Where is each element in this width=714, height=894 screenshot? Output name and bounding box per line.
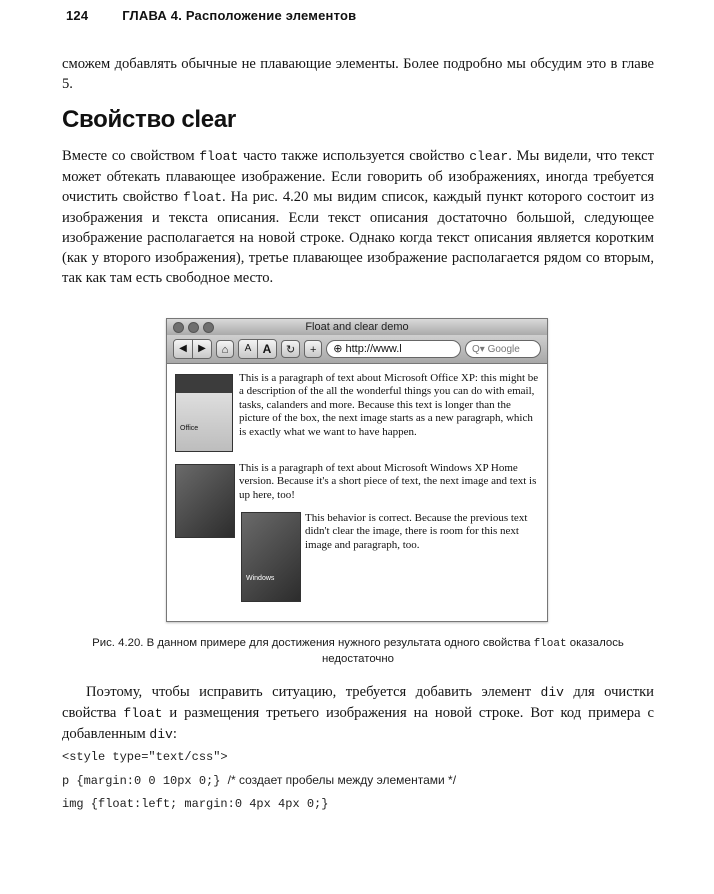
- browser-toolbar: [167, 335, 547, 364]
- main-paragraph: [62, 146, 654, 288]
- text-run: . На рис. 4.20 мы видим список, каждый пункт которого состоит из изображения и текста описания. Если текст описания достаточно большой, следующее изображение располагается на новой строке. Однако когда текст описания является коротким (как у второго изображения), третье плавающее изображение располагается рядом со вторым, так как там есть свободное место.: [62, 189, 654, 286]
- code-line: [62, 769, 456, 793]
- window-titlebar: [167, 319, 547, 335]
- search-field[interactable]: [465, 340, 541, 358]
- text-run: часто также используется свойство: [238, 148, 470, 164]
- text-run: Вместе со свойством: [62, 148, 200, 164]
- text-run: :: [172, 726, 177, 742]
- back-icon[interactable]: ◀: [174, 340, 192, 358]
- chapter-title: ГЛАВА 4. Расположение элементов: [122, 8, 357, 23]
- inline-code: div: [149, 727, 173, 742]
- image-label: Office: [180, 424, 199, 432]
- add-bookmark-icon[interactable]: +: [304, 340, 322, 358]
- inline-code: float: [183, 190, 223, 205]
- window-title: Float and clear demo: [305, 321, 409, 333]
- text-run: . Мы видели, что текст может обтекать плавающее изображение. Если говорить об изображениях, иногда требуется очистить свойство: [62, 148, 654, 205]
- text-run: для очистки свойства: [62, 684, 654, 721]
- after-paragraph: [62, 682, 654, 745]
- text-run: и размещения третьего изображения на новой строке. Вот код примера с добавленным: [62, 705, 655, 742]
- inline-code: float: [123, 706, 163, 721]
- section-title: Свойство clear: [62, 106, 236, 133]
- image-label: Windows: [246, 574, 275, 582]
- code-listing: [62, 746, 456, 816]
- text-run: Поэтому, чтобы исправить ситуацию, требуется добавить элемент: [86, 684, 541, 700]
- inline-code: clear: [469, 149, 509, 164]
- running-head: [66, 8, 356, 23]
- page-number: 124: [66, 8, 89, 23]
- close-icon[interactable]: [173, 322, 184, 333]
- demo-paragraph-1: This is a paragraph of text about Microsoft Office XP: this might be a description of the all the wonderful things you can do with email, tasks, calanders and more. Because this text is longer than the picture of the box, the next image starts as a new paragraph, which is exactly what we want to have happen.: [239, 372, 539, 438]
- nav-buttons: [173, 339, 212, 359]
- inline-code: div: [540, 685, 564, 700]
- text-larger-button[interactable]: A: [257, 340, 276, 358]
- windows-box-image-1: [175, 464, 235, 538]
- office-box-image: [175, 374, 233, 452]
- figure-browser-window: [166, 318, 548, 622]
- zoom-icon[interactable]: [203, 322, 214, 333]
- minimize-icon[interactable]: [188, 322, 199, 333]
- globe-icon: ⊕: [333, 343, 346, 355]
- page-viewport: [167, 364, 547, 614]
- home-icon[interactable]: ⌂: [216, 340, 234, 358]
- demo-paragraph-2: This is a paragraph of text about Microsoft Windows XP Home version. Because it's a short piece of text, the next image and text is up here, too!: [239, 462, 537, 501]
- text-size-buttons: [238, 339, 277, 359]
- search-icon: Q▾: [472, 344, 488, 355]
- code-line: <style type="text/css">: [62, 750, 228, 764]
- demo-paragraph-3: This behavior is correct. Because the previous text didn't clear the image, there is room for this next image and paragraph, too.: [305, 512, 528, 551]
- inline-code: float: [199, 149, 239, 164]
- inline-code: float: [533, 638, 567, 650]
- intro-paragraph: сможем добавлять обычные не плавающие элементы. Более подробно мы обсудим это в главе 5.: [62, 56, 654, 92]
- reload-icon[interactable]: ↻: [281, 340, 300, 358]
- code-line: img {float:left; margin:0 4px 4px 0;}: [62, 797, 329, 811]
- windows-box-image-2: [241, 512, 301, 602]
- text-smaller-button[interactable]: A: [239, 340, 257, 358]
- text-run: оказалось недостаточно: [322, 637, 624, 665]
- address-bar[interactable]: [326, 340, 461, 358]
- text-run: Рис. 4.20. В данном примере для достижения нужного результата одного свойства: [92, 637, 534, 649]
- code-comment: /* создает пробелы между элементами */: [227, 773, 457, 787]
- figure-caption: [62, 636, 654, 667]
- image-band: [176, 375, 232, 393]
- forward-icon[interactable]: ▶: [192, 340, 211, 358]
- window-controls: [173, 322, 214, 333]
- code-text: p {margin:0 0 10px 0;}: [62, 774, 228, 788]
- search-placeholder: Google: [487, 344, 520, 355]
- url-text: http://www.l: [345, 343, 402, 355]
